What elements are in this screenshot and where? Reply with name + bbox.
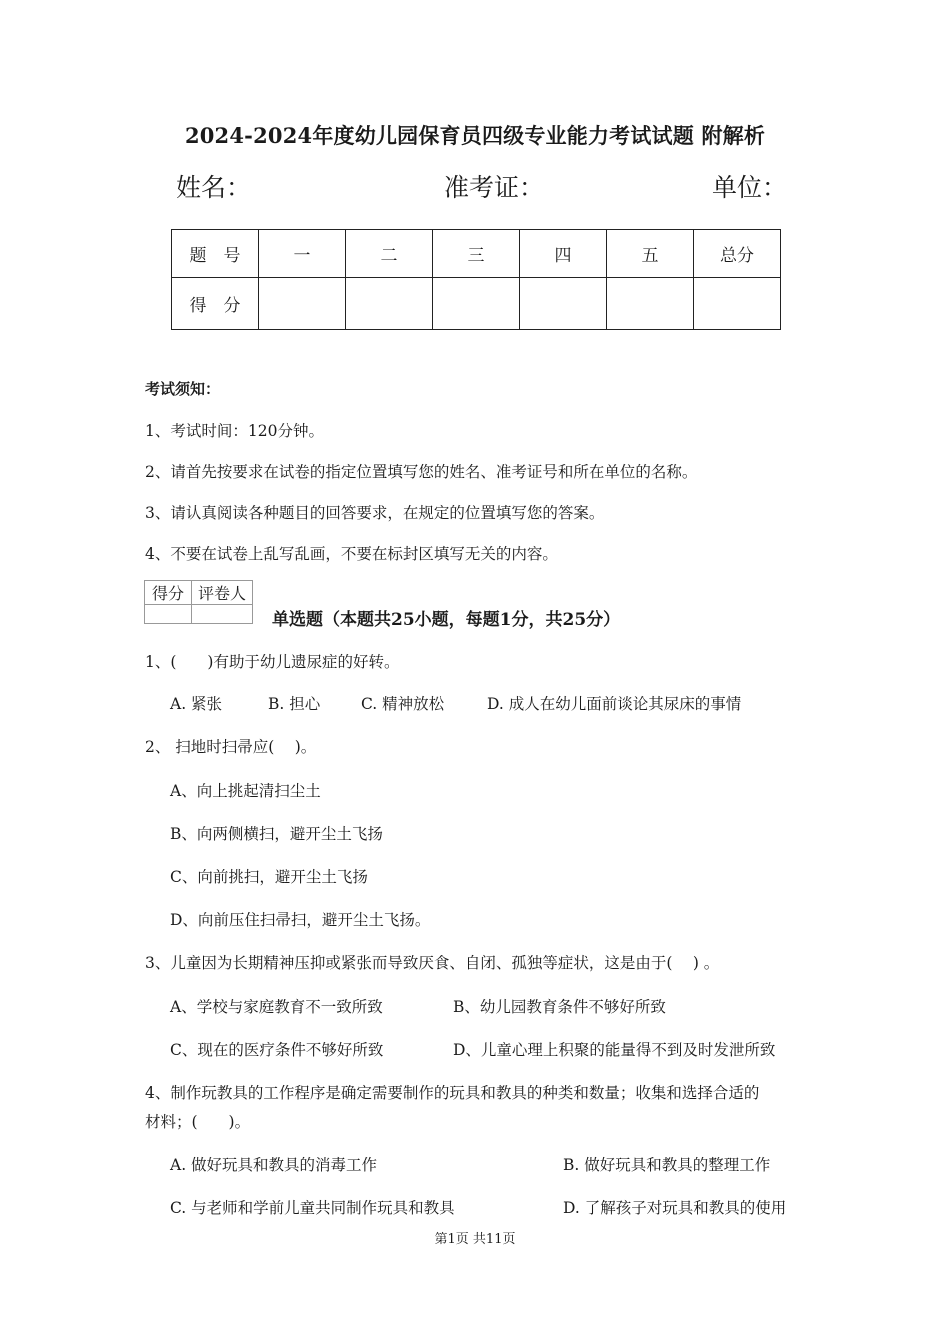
notice-item: 2、请首先按要求在试卷的指定位置填写您的姓名、准考证号和所在单位的名称。 (145, 463, 698, 481)
grader-box (144, 580, 253, 624)
unit-label: 单位： (712, 173, 788, 202)
option-a: A. 紧张 (170, 695, 223, 713)
option-a: A、向上挑起清扫尘土 (170, 782, 321, 800)
option-c: C. 精神放松 (361, 695, 445, 713)
question-stem: 2、 扫地时扫帚应( )。 (145, 738, 317, 756)
option-a: A. 做好玩具和教具的消毒工作 (170, 1156, 378, 1174)
name-label: 姓名： (176, 173, 252, 202)
notice-title: 考试须知： (145, 380, 221, 398)
option-d: D、儿童心理上积聚的能量得不到及时发泄所致 (453, 1041, 776, 1059)
option-d: D. 成人在幼儿面前谈论其尿床的事情 (487, 695, 742, 713)
grader-score-cell[interactable] (145, 605, 192, 624)
question-stem-continued: 材料；( )。 (145, 1113, 251, 1131)
score-table-cell: 题 号 (172, 230, 259, 278)
option-b: B. 担心 (268, 695, 321, 713)
score-entry-cell[interactable] (520, 278, 607, 330)
score-table (171, 229, 781, 330)
question-stem: 4、制作玩教具的工作程序是确定需要制作的玩具和教具的种类和数量；收集和选择合适的 (145, 1084, 760, 1102)
grader-score-label: 得分 (145, 581, 192, 605)
score-table-cell: 二 (346, 230, 433, 278)
option-c: C、向前挑扫，避开尘土飞扬 (170, 868, 368, 886)
question-stem: 3、儿童因为长期精神压抑或紧张而导致厌食、自闭、孤独等症状，这是由于( ) 。 (145, 954, 720, 972)
score-entry-cell[interactable] (694, 278, 781, 330)
grader-name-cell[interactable] (192, 605, 253, 624)
score-table-cell: 一 (259, 230, 346, 278)
exam-id-label: 准考证： (444, 173, 545, 202)
notice-item: 3、请认真阅读各种题目的回答要求，在规定的位置填写您的答案。 (145, 504, 605, 522)
score-table-header-row (172, 230, 781, 278)
score-entry-cell[interactable] (259, 278, 346, 330)
page-title: 2024-2024年度幼儿园保育员四级专业能力考试试题 附解析 (184, 123, 766, 148)
score-table-cell: 总分 (694, 230, 781, 278)
grader-name-label: 评卷人 (192, 581, 253, 605)
score-entry-cell[interactable] (607, 278, 694, 330)
option-a: A、学校与家庭教育不一致所致 (170, 998, 383, 1016)
option-d: D. 了解孩子对玩具和教具的使用 (563, 1199, 787, 1217)
score-table-score-row (172, 278, 781, 330)
option-b: B、向两侧横扫，避开尘土飞扬 (170, 825, 383, 843)
option-b: B. 做好玩具和教具的整理工作 (563, 1156, 771, 1174)
score-table-cell: 得 分 (172, 278, 259, 330)
notice-item: 1、考试时间：120分钟。 (145, 422, 324, 440)
score-table-cell: 四 (520, 230, 607, 278)
score-entry-cell[interactable] (433, 278, 520, 330)
score-entry-cell[interactable] (346, 278, 433, 330)
option-c: C. 与老师和学前儿童共同制作玩具和教具 (170, 1199, 455, 1217)
notice-item: 4、不要在试卷上乱写乱画，不要在标封区填写无关的内容。 (145, 545, 558, 563)
option-c: C、现在的医疗条件不够好所致 (170, 1041, 384, 1059)
page-footer: 第1页 共11页 (434, 1232, 516, 1247)
option-b: B、幼儿园教育条件不够好所致 (453, 998, 666, 1016)
score-table-cell: 三 (433, 230, 520, 278)
section-title: 单选题（本题共25小题，每题1分，共25分） (272, 610, 621, 630)
question-stem: 1、( )有助于幼儿遗尿症的好转。 (145, 653, 400, 671)
score-table-cell: 五 (607, 230, 694, 278)
option-d: D、向前压住扫帚扫，避开尘土飞扬。 (170, 911, 431, 929)
